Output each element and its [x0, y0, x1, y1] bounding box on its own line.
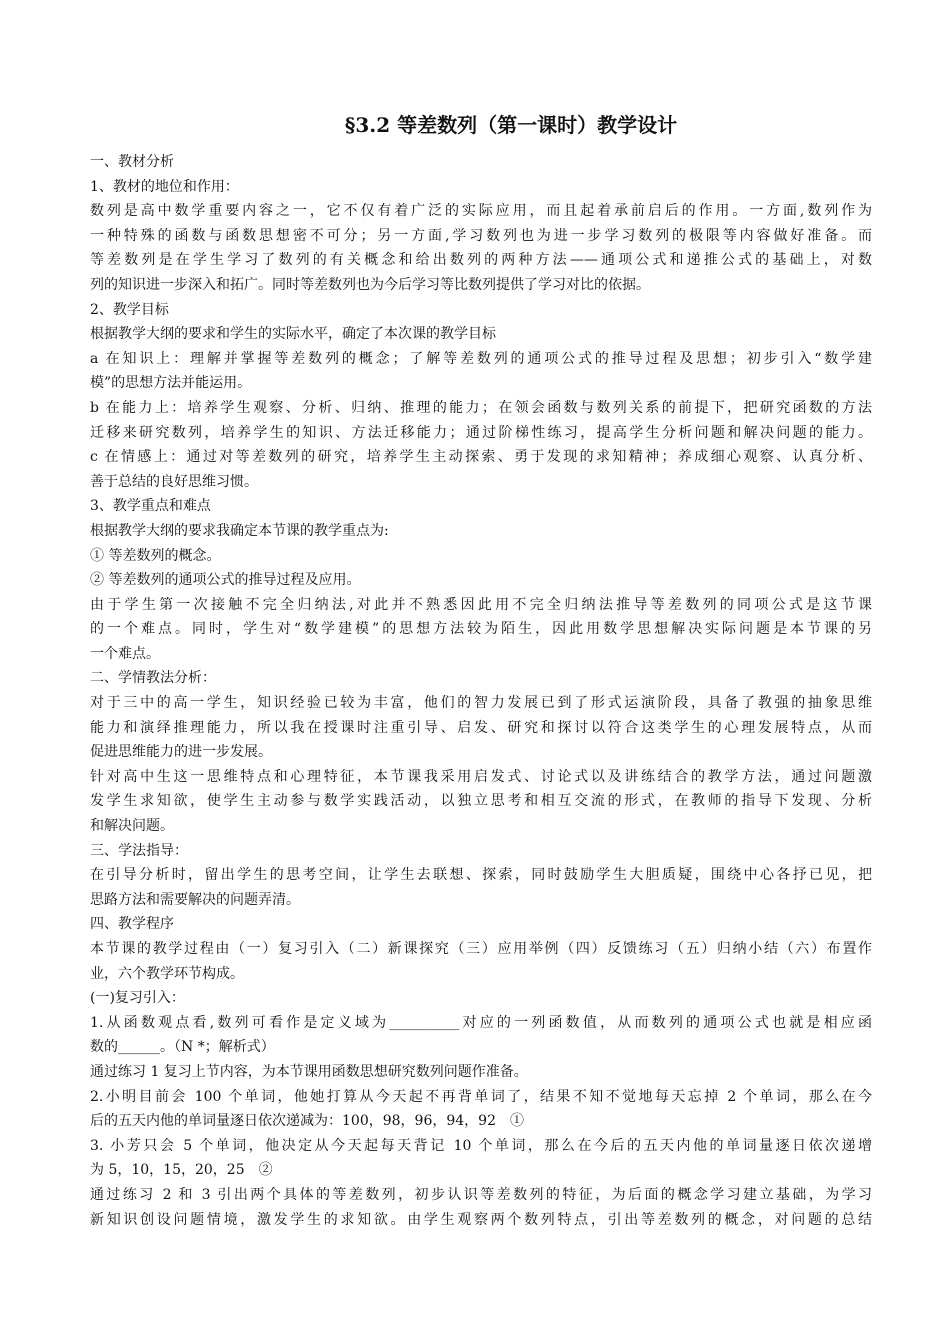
text-line: 列的知识进一步深入和拓广。同时等差数列也为今后学习等比数列提供了学习对比的依据。 — [90, 276, 650, 293]
text-line: 等差数列是在学生学习了数列的有关概念和给出数列的两种方法——通项公式和递推公式的基础上，对数 — [90, 252, 872, 269]
text-line: 迁移来研究数列，培养学生的知识、方法迁移能力；通过阶梯性练习，提高学生分析问题和解决问题的能力。 — [90, 424, 872, 441]
text-line: 发学生求知欲，使学生主动参与数学实践活动，以独立思考和相互交流的形式，在教师的指导下发现、分析 — [90, 793, 872, 810]
text-line: 思路方法和需要解决的问题弄清。 — [90, 891, 300, 908]
text-line: 四、教学程序 — [90, 916, 174, 933]
text-line: 的一个难点。同时，学生对“数学建模”的思想方法较为陌生，因此用数学思想解决实际问题是本节课的另 — [90, 621, 872, 638]
text-line: 1.从函数观点看,数列可看作是定义域为__________对应的一列函数值，从而数列的通项公式也就是相应函 — [90, 1014, 872, 1031]
text-line: (一)复习引入： — [90, 990, 185, 1007]
text-line: 为 5，10，15，20，25 ② — [90, 1162, 273, 1179]
text-line: 后的五天内他的单词量逐日依次递减为：100，98，96，94，92 ① — [90, 1113, 524, 1130]
text-line: 和解决问题。 — [90, 818, 174, 835]
text-line: 一、教材分析 — [90, 154, 174, 170]
text-line: ② 等差数列的通项公式的推导过程及应用。 — [90, 572, 361, 589]
text-line: 对于三中的高一学生，知识经验已较为丰富，他们的智力发展已到了形式运演阶段，具备了教强的抽象思维 — [90, 695, 872, 712]
text-line: 针对高中生这一思维特点和心理特征，本节课我采用启发式、讨论式以及讲练结合的教学方法，通过问题激 — [90, 768, 872, 785]
text-line: 3、教学重点和难点 — [90, 498, 211, 515]
text-line: 模”的思想方法并能运用。 — [90, 375, 252, 392]
text-line: 通过练习 2 和 3 引出两个具体的等差数列，初步认识等差数列的特征，为后面的概念学习建立基础，为学习 — [90, 1186, 872, 1203]
text-line: 根据教学大纲的要求和学生的实际水平，确定了本次课的教学目标 — [90, 326, 496, 343]
text-line: c 在情感上：通过对等差数列的研究，培养学生主动探索、勇于发现的求知精神；养成细心观察、认真分析、 — [90, 449, 872, 466]
text-line: 善于总结的良好思维习惯。 — [90, 473, 258, 490]
text-line: 数的______。（N *；解析式） — [90, 1039, 275, 1056]
text-line: 三、学法指导： — [90, 842, 188, 859]
text-line: 由于学生第一次接触不完全归纳法,对此并不熟悉因此用不完全归纳法推导等差数列的同项公式是这节课 — [90, 596, 872, 613]
text-line: 一种特殊的函数与函数思想密不可分；另一方面,学习数列也为进一步学习数列的极限等内容做好准备。而 — [90, 227, 872, 244]
document-title: §3.2 等差数列（第一课时）教学设计 — [344, 113, 678, 137]
text-line: 数列是高中数学重要内容之一，它不仅有着广泛的实际应用，而且起着承前启后的作用。一方面,数列作为 — [90, 203, 872, 220]
text-line: 一个难点。 — [90, 645, 160, 662]
text-line: 本节课的教学过程由（一）复习引入（二）新课探究（三）应用举例（四）反馈练习（五）归纳小结（六）布置作 — [90, 941, 872, 957]
text-line: b 在能力上：培养学生观察、分析、归纳、推理的能力；在领会函数与数列关系的前提下，把研究函数的方法 — [90, 399, 872, 416]
text-line: 能力和演绎推理能力，所以我在授课时注重引导、启发、研究和探讨以符合这类学生的心理发展特点，从而 — [90, 719, 872, 736]
text-line: a 在知识上：理解并掌握等差数列的概念；了解等差数列的通项公式的推导过程及思想；初步引入“数学建 — [90, 350, 872, 367]
text-line: ① 等差数列的概念。 — [90, 547, 221, 564]
text-line: 在引导分析时，留出学生的思考空间，让学生去联想、探索，同时鼓励学生大胆质疑，围绕中心各抒已见，把 — [90, 867, 872, 884]
text-line: 促进思维能力的进一步发展。 — [90, 744, 272, 761]
text-line: 通过练习 1 复习上节内容，为本节课用函数思想研究数列问题作准备。 — [90, 1063, 528, 1080]
text-line: 3. 小芳只会 5 个单词，他决定从今天起每天背记 10 个单词，那么在今后的五天内他的单词量逐日依次递增 — [90, 1137, 872, 1154]
text-line: 2.小明目前会 100 个单词，他她打算从今天起不再背单词了，结果不知不觉地每天忘掉 2 个单词，那么在今 — [90, 1088, 872, 1105]
text-line: 业，六个教学环节构成。 — [90, 965, 244, 982]
text-line: 1、教材的地位和作用： — [90, 178, 239, 195]
text-line: 新知识创设问题情境，激发学生的求知欲。由学生观察两个数列特点，引出等差数列的概念，对问题的总结 — [90, 1211, 872, 1228]
text-line: 2、教学目标 — [90, 301, 169, 318]
text-line: 二、学情教法分析： — [90, 670, 216, 687]
document-body — [90, 150, 872, 1232]
text-line: 根据教学大纲的要求我确定本节课的教学重点为: — [90, 522, 389, 539]
